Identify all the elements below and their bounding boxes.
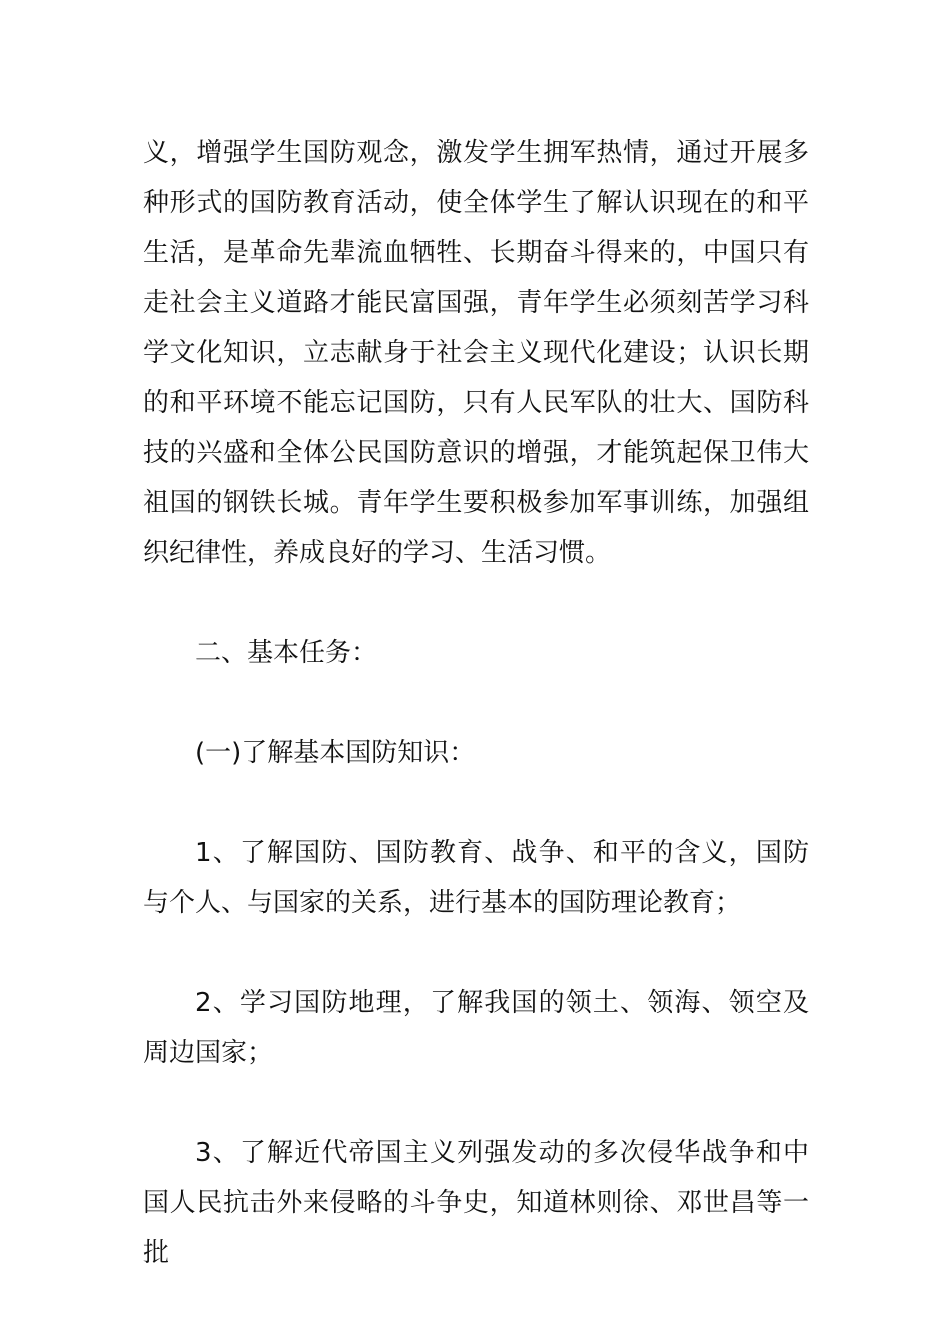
list-item-1: 1、了解国防、国防教育、战争、和平的含义，国防与个人、与国家的关系，进行基本的国防理论教育； bbox=[143, 838, 809, 918]
list-item-3: 3、了解近代帝国主义列强发动的多次侵华战争和中国人民抗击外来侵略的斗争史，知道林则徐、邓世昌等一批 bbox=[143, 1138, 809, 1268]
document-body bbox=[143, 128, 809, 1278]
subsection-heading-defense-knowledge: (一)了解基本国防知识： bbox=[195, 738, 476, 768]
section-heading-basic-tasks: 二、基本任务： bbox=[195, 638, 378, 668]
list-item-2: 2、学习国防地理，了解我国的领土、领海、领空及周边国家； bbox=[143, 988, 809, 1068]
paragraph-continuation: 义，增强学生国防观念，激发学生拥军热情，通过开展多种形式的国防教育活动，使全体学生了解认识现在的和平生活，是革命先辈流血牺牲、长期奋斗得来的，中国只有走社会主义道路才能民富国强，青年学生必须刻苦学习科学文化知识，立志献身于社会主义现代化建设；认识长期的和平环境不能忘记国防，只有人民军队的壮大、国防科技的兴盛和全体公民国防意识的增强，才能筑起保卫伟大祖国的钢铁长城。青年学生要积极参加军事训练，加强组织纪律性，养成良好的学习、生活习惯。 bbox=[143, 138, 809, 568]
